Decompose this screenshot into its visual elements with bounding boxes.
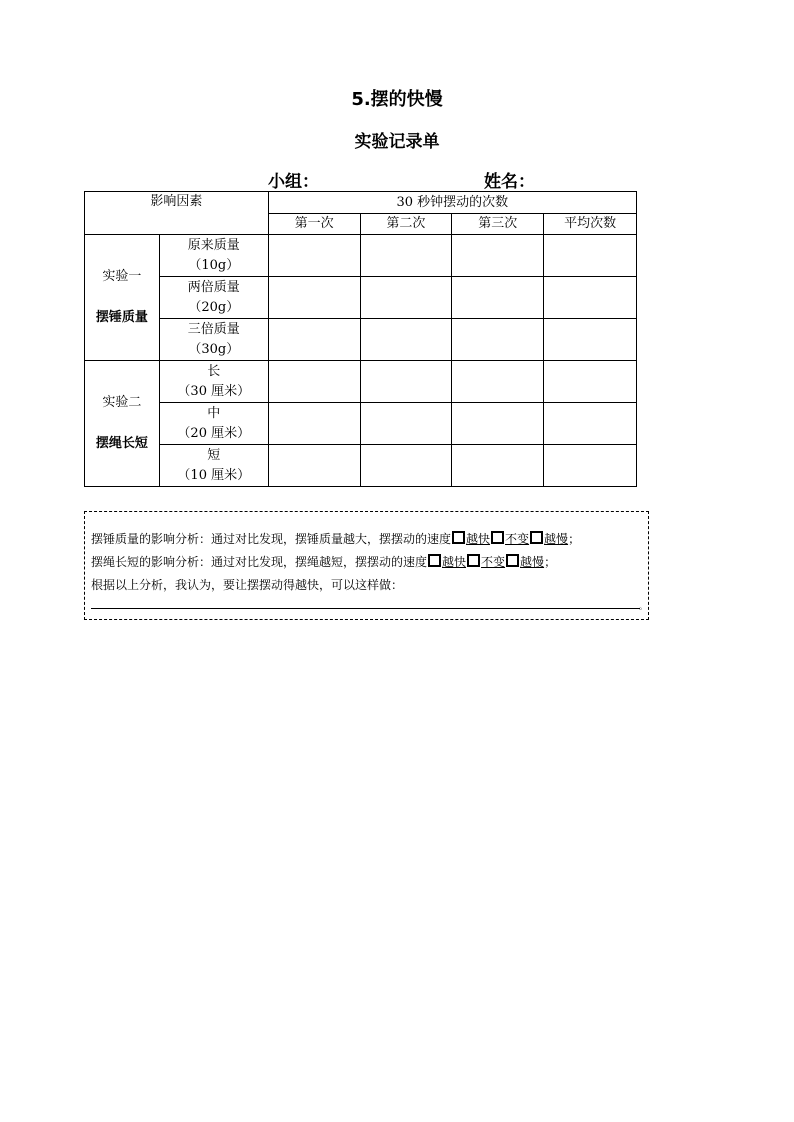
experiment-factor: 摆锤质量 bbox=[95, 310, 148, 325]
length-analysis-text: 摆绳长短的影响分析：通过对比发现，摆绳越短，摆摆动的速度 bbox=[91, 555, 428, 569]
checkbox-icon[interactable] bbox=[467, 554, 480, 567]
data-cell[interactable] bbox=[452, 445, 544, 487]
experiment-name: 实验二 bbox=[102, 395, 142, 410]
condition-cell bbox=[159, 403, 268, 445]
checkbox-icon[interactable] bbox=[530, 531, 543, 544]
end-mark: 。 bbox=[639, 602, 647, 611]
data-cell[interactable] bbox=[544, 235, 637, 277]
data-cell[interactable] bbox=[544, 277, 637, 319]
option-unchanged: 不变 bbox=[481, 555, 506, 569]
option-faster: 越快 bbox=[466, 532, 491, 546]
condition-label: 中 bbox=[207, 405, 221, 421]
data-cell[interactable] bbox=[452, 403, 544, 445]
data-cell[interactable] bbox=[268, 277, 360, 319]
condition-cell bbox=[159, 319, 268, 361]
experiment-name: 实验一 bbox=[102, 269, 142, 284]
analysis-box bbox=[84, 511, 649, 620]
page-subtitle: 实验记录单 bbox=[354, 132, 440, 152]
separator: ； bbox=[544, 555, 557, 569]
data-cell[interactable] bbox=[360, 319, 452, 361]
data-cell[interactable] bbox=[544, 403, 637, 445]
condition-cell bbox=[159, 445, 268, 487]
trial-header: 第一次 bbox=[268, 214, 360, 235]
condition-value: （20 厘米） bbox=[177, 425, 251, 441]
data-cell[interactable] bbox=[452, 277, 544, 319]
data-cell[interactable] bbox=[452, 319, 544, 361]
condition-label: 短 bbox=[207, 447, 221, 463]
data-cell[interactable] bbox=[544, 319, 637, 361]
conclusion-line: 根据以上分析，我认为，要让摆摆动得越快，可以这样做： bbox=[91, 578, 404, 592]
condition-cell bbox=[159, 277, 268, 319]
option-faster: 越快 bbox=[442, 555, 467, 569]
mass-analysis-line bbox=[91, 530, 580, 547]
option-slower: 越慢 bbox=[520, 555, 545, 569]
data-cell[interactable] bbox=[360, 235, 452, 277]
experiment-2-cell bbox=[85, 361, 160, 487]
trial-header: 第二次 bbox=[360, 214, 452, 235]
checkbox-icon[interactable] bbox=[428, 554, 441, 567]
experiment-factor: 摆绳长短 bbox=[95, 436, 148, 451]
answer-line[interactable] bbox=[91, 608, 640, 609]
condition-label: 三倍质量 bbox=[187, 321, 240, 337]
condition-value: （30g） bbox=[188, 341, 240, 357]
condition-label: 原来质量 bbox=[187, 237, 240, 253]
name-label: 姓名： bbox=[484, 172, 535, 192]
data-cell[interactable] bbox=[360, 445, 452, 487]
length-analysis-line bbox=[91, 553, 556, 570]
condition-value: （30 厘米） bbox=[177, 383, 251, 399]
experiment-1-cell bbox=[85, 235, 160, 361]
factor-header: 影响因素 bbox=[85, 192, 269, 235]
data-cell[interactable] bbox=[268, 445, 360, 487]
condition-label: 两倍质量 bbox=[187, 279, 240, 295]
data-cell[interactable] bbox=[360, 277, 452, 319]
data-cell[interactable] bbox=[268, 319, 360, 361]
count-header: 30 秒钟摆动的次数 bbox=[268, 192, 636, 214]
data-cell[interactable] bbox=[452, 235, 544, 277]
data-cell[interactable] bbox=[544, 361, 637, 403]
checkbox-icon[interactable] bbox=[452, 531, 465, 544]
condition-cell bbox=[159, 235, 268, 277]
trial-header: 第三次 bbox=[452, 214, 544, 235]
checkbox-icon[interactable] bbox=[506, 554, 519, 567]
data-cell[interactable] bbox=[268, 235, 360, 277]
page-title: 5.摆的快慢 bbox=[351, 89, 443, 110]
option-unchanged: 不变 bbox=[505, 532, 530, 546]
condition-cell bbox=[159, 361, 268, 403]
data-cell[interactable] bbox=[544, 445, 637, 487]
data-cell[interactable] bbox=[268, 403, 360, 445]
separator: ； bbox=[568, 532, 581, 546]
experiment-record-table bbox=[84, 191, 637, 487]
data-cell[interactable] bbox=[268, 361, 360, 403]
condition-label: 长 bbox=[207, 363, 221, 379]
data-cell[interactable] bbox=[360, 361, 452, 403]
mass-analysis-text: 摆锤质量的影响分析：通过对比发现，摆锤质量越大，摆摆动的速度 bbox=[91, 532, 452, 546]
option-slower: 越慢 bbox=[544, 532, 569, 546]
checkbox-icon[interactable] bbox=[491, 531, 504, 544]
condition-value: （10g） bbox=[188, 257, 240, 273]
average-header: 平均次数 bbox=[544, 214, 637, 235]
data-cell[interactable] bbox=[452, 361, 544, 403]
condition-value: （10 厘米） bbox=[177, 467, 251, 483]
group-label: 小组： bbox=[268, 172, 319, 192]
data-cell[interactable] bbox=[360, 403, 452, 445]
condition-value: （20g） bbox=[188, 299, 240, 315]
